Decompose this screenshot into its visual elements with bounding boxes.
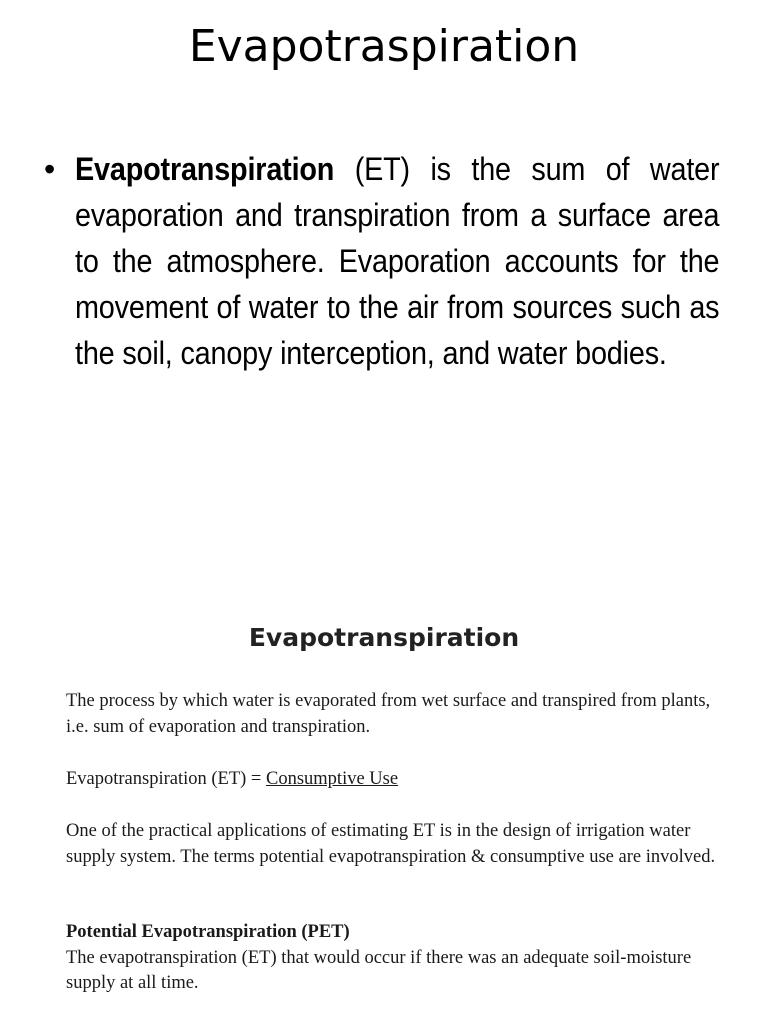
slide-title: Evapotraspiration: [188, 21, 580, 72]
bullet-term: Evapotranspiration: [75, 151, 335, 187]
pet-section: [66, 920, 716, 997]
equation-right: Consumptive Use: [266, 769, 399, 789]
definition-paragraph: The process by which water is evaporated from wet surface and transpired from plants, i.e. sum of evaporation and transpiration.: [66, 691, 711, 737]
equation-line: [66, 767, 716, 793]
embedded-heading: Evapotranspiration: [248, 623, 520, 652]
applications-paragraph: One of the practical applications of estimating ET is in the design of irrigation water supply system. The terms potential evapotranspiration & consumptive use are involved.: [66, 821, 716, 867]
pet-heading: Potential Evapotranspiration (PET): [66, 922, 350, 942]
bullet-text: [75, 146, 719, 376]
bullet-item: [44, 146, 721, 376]
pet-body: The evapotranspiration (ET) that would occur if there was an adequate soil-moisture supply at all time.: [66, 947, 692, 993]
bullet-icon: •: [44, 151, 56, 187]
equation-left: Evapotranspiration (ET) =: [66, 769, 266, 789]
embedded-document-image: [0, 615, 768, 1015]
bullet-body: (ET) is the sum of water evaporation and transpiration from a surface area to the atmosphere. Evaporation accounts for the movement of water to the air from sources such as the soil, canopy interception, and water bodies.: [75, 151, 720, 371]
